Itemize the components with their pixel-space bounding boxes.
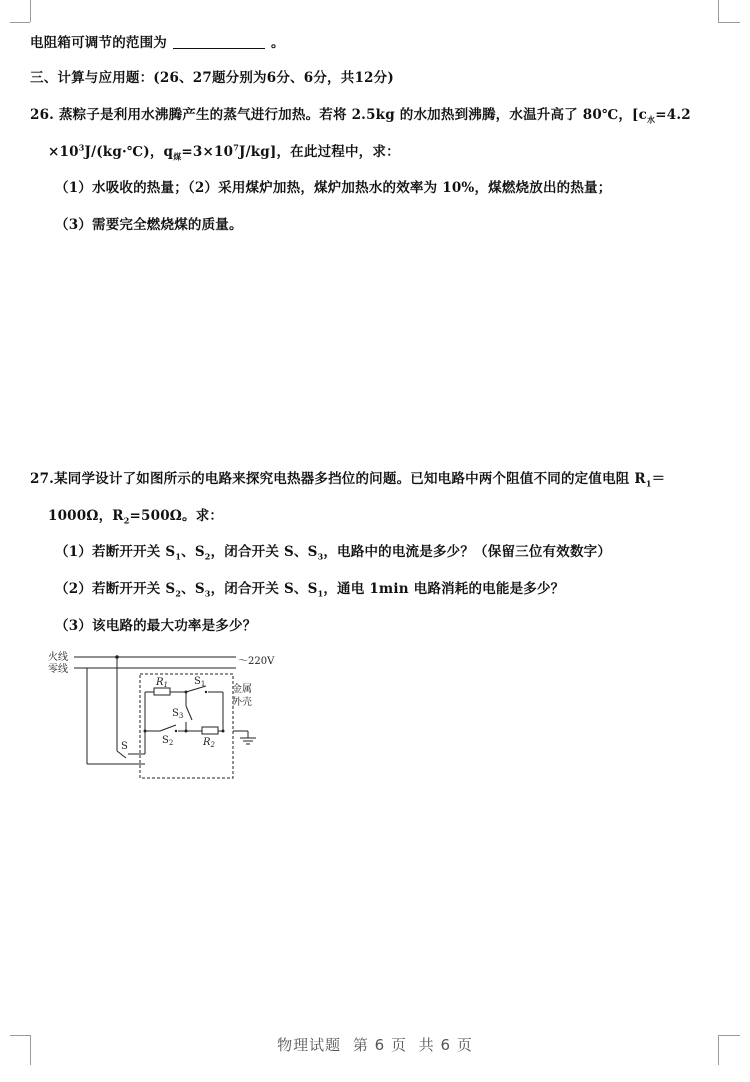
- label-s2: [162, 735, 173, 747]
- q26-line-2-c: =3×10: [181, 144, 234, 160]
- q27-p2-c: ，闭合开关 S、S: [210, 581, 318, 597]
- label-s1-sub: 1: [200, 680, 206, 688]
- q26-sup-2: 7: [233, 142, 239, 153]
- q26-part-3: （3）需要完全燃烧煤的质量。: [55, 217, 243, 233]
- q27-line-1: [30, 467, 665, 489]
- resistor-r1: [154, 688, 170, 695]
- label-s3-sub: 3: [178, 712, 184, 720]
- section-heading: 三、计算与应用题：(26、27题分别为6分、6分，共12分): [30, 70, 394, 86]
- label-s1: [194, 676, 205, 688]
- q27-part-2: [55, 577, 564, 599]
- q26-line-2-a: ×10: [48, 144, 79, 160]
- q27-line-2-b: =500Ω。求：: [129, 508, 224, 524]
- footer-page: 第 6 页: [352, 1036, 407, 1054]
- label-r1-letter: R: [156, 677, 164, 688]
- label-s3-letter: S: [172, 708, 179, 719]
- q27-line-1-text: 27.某同学设计了如图所示的电路来探究电热器多挡位的问题。已知电路中两个阻值不同的定值电阻 R: [30, 471, 646, 487]
- label-s2-letter: S: [162, 735, 169, 746]
- q27-p1-sub-1: 1: [175, 551, 182, 562]
- label-r1-sub: 1: [163, 681, 168, 689]
- q27-p1-d: ，电路中的电流是多少？（保留三位有效数字）: [323, 544, 612, 560]
- crop-mark-top-right: [718, 0, 719, 22]
- label-live-wire: 火线: [48, 652, 68, 663]
- label-s2-sub: 2: [168, 739, 174, 747]
- footer-total: 共 6 页: [418, 1036, 473, 1054]
- q27-sub-r2: 2: [123, 515, 130, 526]
- q26-line-1-end: =4.2: [655, 107, 691, 123]
- crop-mark-top-left-h: [10, 22, 30, 23]
- label-r2-letter: R: [203, 737, 211, 748]
- q26-sub-coal: 煤: [173, 151, 182, 162]
- q26-line-1-text: 26. 蒸粽子是利用水沸腾产生的蒸气进行加热。若将 2.5kg 的水加热到沸腾，水温升高了 80℃，[c: [30, 107, 648, 123]
- q27-p2-sub-2: 3: [204, 588, 211, 599]
- answer-blank: [173, 36, 265, 49]
- q27-line-2: [48, 504, 223, 526]
- q27-p1-sub-2: 2: [204, 551, 211, 562]
- crop-mark-top-right-h: [718, 22, 740, 23]
- top-line: [30, 31, 285, 51]
- q27-p1-sub-3: 3: [317, 551, 324, 562]
- circuit-diagram: [48, 648, 298, 783]
- page-footer: [0, 1034, 750, 1055]
- label-s: S: [121, 741, 128, 752]
- label-r2: [202, 737, 216, 749]
- q26-sup-1: 3: [78, 142, 85, 153]
- label-r1: [155, 677, 168, 689]
- label-metal-case-1: 金属: [232, 684, 252, 695]
- label-s3: [172, 708, 183, 720]
- q26-line-2: [48, 140, 400, 163]
- label-neutral-wire: 零线: [48, 664, 68, 675]
- resistor-r2: [202, 727, 218, 734]
- q26-sub-water: 水: [647, 114, 656, 125]
- q27-line-2-a: 1000Ω，R: [48, 508, 124, 524]
- switch-s2-blade: [160, 725, 176, 731]
- q26-line-1: [30, 103, 691, 126]
- footer-subject: 物理试题: [277, 1036, 342, 1054]
- switch-s-blade: [117, 751, 126, 758]
- q27-part-3: （3）该电路的最大功率是多少？: [55, 618, 257, 634]
- label-s1-letter: S: [194, 676, 201, 687]
- q27-line-1-end: ＝: [651, 471, 666, 487]
- q27-p2-sub-1: 2: [175, 588, 182, 599]
- crop-mark-top-left: [30, 0, 31, 22]
- label-voltage: ～220V: [238, 656, 275, 667]
- q26-line-2-b: J/(kg·℃)，q: [84, 144, 174, 160]
- switch-s3-blade: [186, 706, 192, 720]
- q27-sub-r1: 1: [645, 478, 652, 489]
- q27-p1-a: （1）若断开开关 S: [55, 544, 176, 560]
- top-line-text: 电阻箱可调节的范围为: [30, 35, 167, 51]
- q27-p2-a: （2）若断开开关 S: [55, 581, 176, 597]
- q27-p2-sub-3: 1: [317, 588, 324, 599]
- q27-p2-d: ，通电 1min 电路消耗的电能是多少？: [323, 581, 565, 597]
- q27-p1-b: 、S: [181, 544, 205, 560]
- q26-part-1-2: （1）水吸收的热量；（2）采用煤炉加热，煤炉加热水的效率为 10%，煤燃烧放出的热量；: [55, 180, 612, 196]
- q27-part-1: [55, 540, 611, 562]
- q27-p2-b: 、S: [181, 581, 205, 597]
- q27-p1-c: ，闭合开关 S、S: [210, 544, 318, 560]
- label-metal-case-2: 外壳: [232, 697, 252, 708]
- top-line-end: 。: [271, 35, 285, 51]
- q26-line-2-d: J/kg]，在此过程中，求：: [238, 144, 400, 160]
- label-r2-sub: 2: [210, 741, 215, 749]
